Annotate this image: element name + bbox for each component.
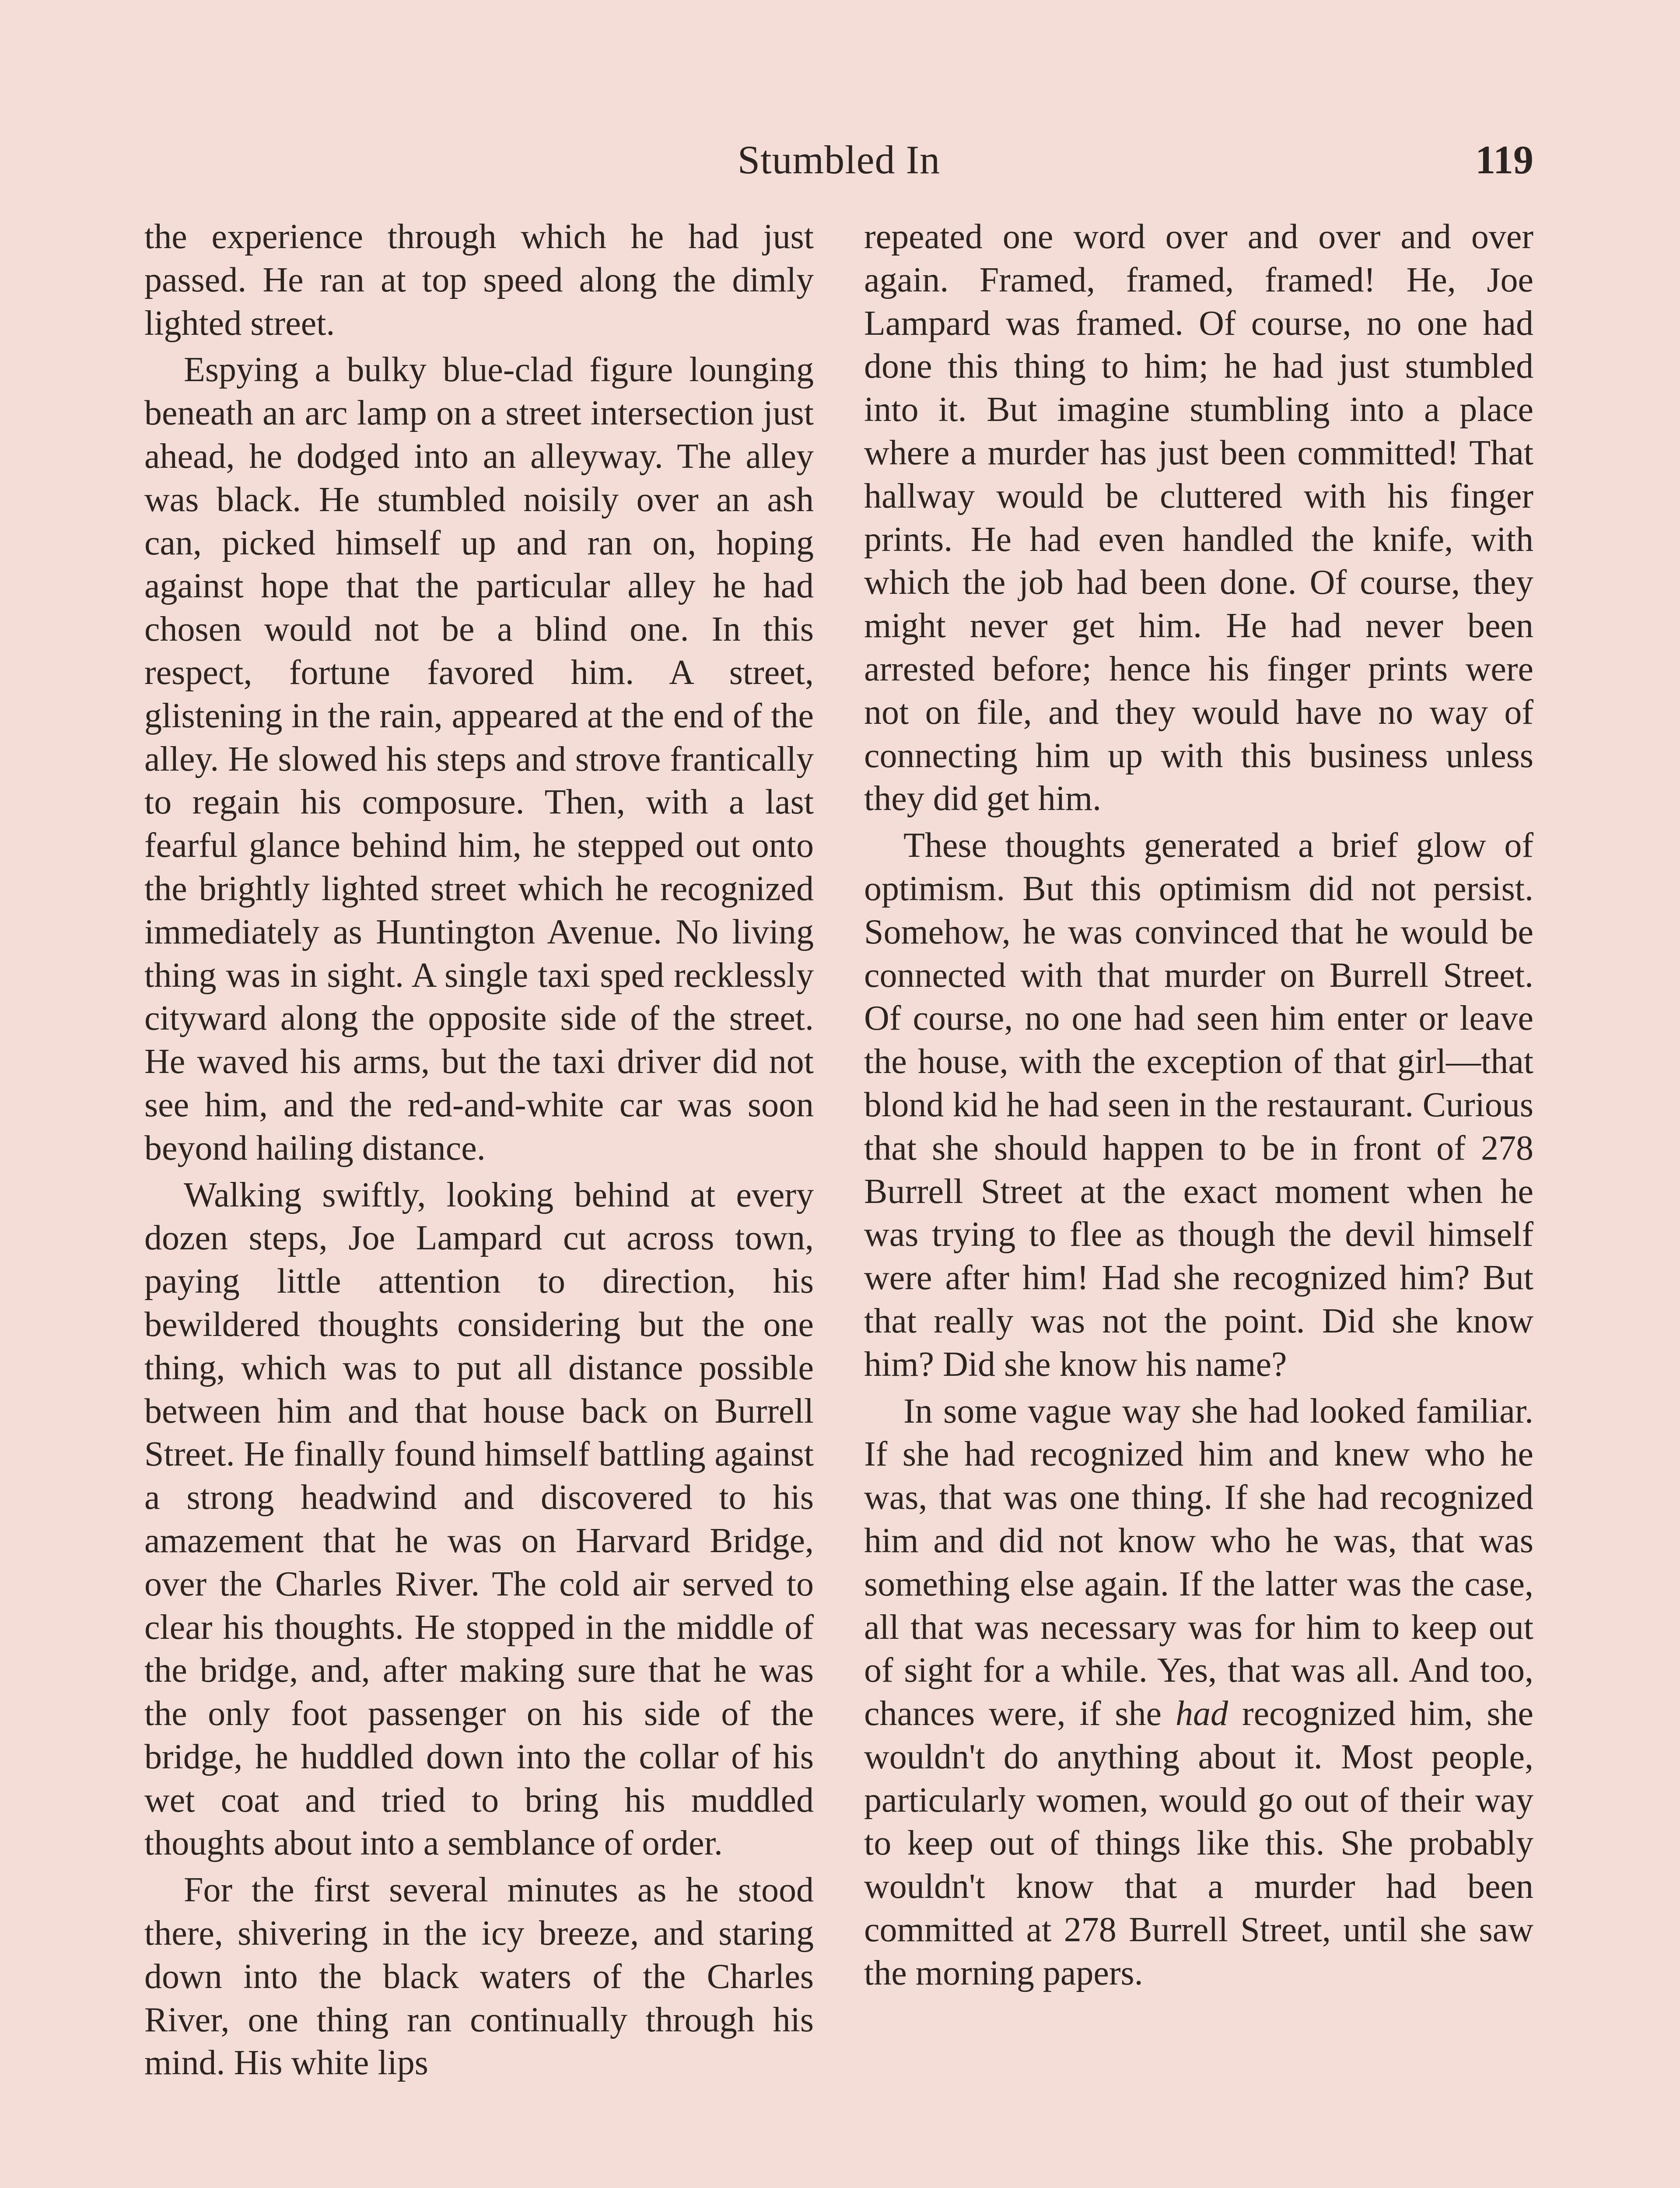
paragraph: These thoughts generated a brief glow of optimism. But this optimism did not persist. Somehow, he was convinced that he would be connected with that murder on Burrell Street. Of course, no one had seen him enter or leave the house, with the exception of that girl—that blond kid he had seen in the restaurant. Curious that she should happen to be in front of 278 Burrell Street at the exact moment when he was trying to flee as though the devil himself were after him! Had she recognized him? But that really was not the point. Did she know him? Did she know his name? bbox=[864, 826, 1533, 1384]
text-run: recognized him, she wouldn't do anything about it. Most people, particularly women, would go out of their way to keep out of things like this. She probably wouldn't know that a murder had been committed at 278 Burrell Street, until she saw the morning papers. bbox=[864, 1694, 1533, 1992]
paragraph: the experience through which he had just passed. He ran at top speed along the dimly lighted street. bbox=[144, 217, 814, 343]
left-column bbox=[144, 215, 814, 2088]
text-run: In some vague way she had looked familiar. If she had recognized him and knew who he was, that was one thing. If she had recognized him and did not know who he was, that was something else again. If the latter was the case, all that was necessary was for him to keep out of sight for a while. Yes, that was all. And too, chances were, if she bbox=[864, 1392, 1533, 1733]
paragraph bbox=[864, 1390, 1533, 1995]
page-header bbox=[144, 131, 1533, 188]
paragraph: For the first several minutes as he stood there, shivering in the icy breeze, and staring down into the black waters of the Charles River, one thing ran continually through his mind. His white lips bbox=[144, 1871, 814, 2083]
paragraph: repeated one word over and over and over again. Framed, framed, framed! He, Joe Lampard was framed. Of course, no one had done this thing to him; he had just stumbled into it. But imagine stumbling into a place where a murder has just been committed! That hallway would be cluttered with his finger prints. He had even handled the knife, with which the job had been done. Of course, they might never get him. He had never been arrested before; hence his finger prints were not on file, and they would have no way of connecting him up with this business unless they did get him. bbox=[864, 217, 1533, 818]
paragraph: Walking swiftly, looking behind at every dozen steps, Joe Lampard cut across town, paying little attention to direction, his bewildered thoughts considering but the one thing, which was to put all distance possible between him and that house back on Burrell Street. He finally found himself battling against a strong headwind and discovered to his amazement that he was on Harvard Bridge, over the Charles River. The cold air served to clear his thoughts. He stopped in the middle of the bridge, and, after making sure that he was the only foot passenger on his side of the bridge, he huddled down into the collar of his wet coat and tried to bring his muddled thoughts about into a semblance of order. bbox=[144, 1175, 814, 1863]
paragraph: Espying a bulky blue-clad figure lounging beneath an arc lamp on a street intersection just ahead, he dodged into an alleyway. The alley was black. He stumbled noisily over an ash can, picked himself up and ran on, hoping against hope that the particular alley he had chosen would not be a blind one. In this respect, fortune favored him. A street, glistening in the rain, appeared at the end of the alley. He slowed his steps and strove frantically to regain his composure. Then, with a last fearful glance behind him, he stepped out onto the brightly lighted street which he recognized immediately as Huntington Avenue. No living thing was in sight. A single taxi sped recklessly cityward along the opposite side of the street. He waved his arms, but the taxi driver did not see him, and the red-and-white car was soon beyond hailing distance. bbox=[144, 351, 814, 1168]
running-title: Stumbled In bbox=[737, 137, 941, 182]
emphasis-text: had bbox=[1176, 1694, 1228, 1733]
page-number: 119 bbox=[1475, 137, 1533, 182]
right-column bbox=[864, 215, 1533, 1999]
